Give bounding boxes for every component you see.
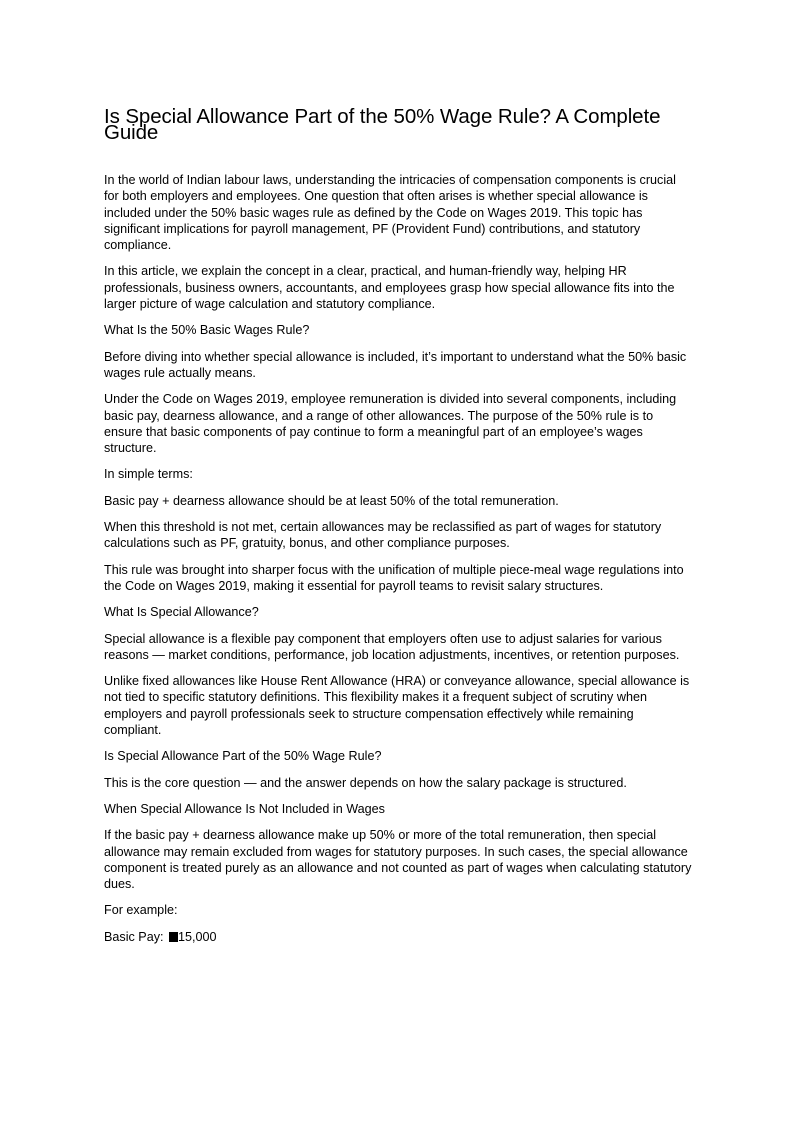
special-allowance-definition-paragraph: Special allowance is a flexible pay component that employers often use to adjust salaries for various reasons — market conditions, performance, job location adjustments, incentives, or retention purposes. bbox=[104, 631, 680, 662]
article-overview-paragraph: In this article, we explain the concept in a clear, practical, and human-friendly way, helping HR professionals, business owners, accountants, and employees grasp how special allowance fits into the larger picture of wage calculation and statutory compliance. bbox=[104, 264, 675, 312]
example-basic-pay-amount: 15,000 bbox=[178, 929, 217, 944]
section-heading-special-allowance: What Is Special Allowance? bbox=[104, 605, 259, 620]
threshold-paragraph: When this threshold is not met, certain allowances may be reclassified as part of wages for statutory calculations such as PF, gratuity, bonus, and other compliance purposes. bbox=[104, 520, 662, 551]
section-heading-50-percent-rule: What Is the 50% Basic Wages Rule? bbox=[104, 323, 310, 338]
unification-paragraph: This rule was brought into sharper focus with the unification of multiple piece-meal wage regulations into the Code on Wages 2019, making it essential for payroll teams to revisit salary structures. bbox=[104, 562, 684, 593]
rule-intro-paragraph: Before diving into whether special allowance is included, it’s important to understand what the 50% basic wages rule actually means. bbox=[104, 349, 687, 380]
not-included-paragraph: If the basic pay + dearness allowance make up 50% or more of the total remuneration, then special allowance may remain excluded from wages for statutory purposes. In such cases, the special allowance component is treated purely as an allowance and not counted as part of wages when calculating statutory dues. bbox=[104, 828, 692, 892]
simple-terms-line: In simple terms: bbox=[104, 467, 193, 482]
example-basic-pay-label: Basic Pay: bbox=[104, 929, 164, 944]
intro-paragraph: In the world of Indian labour laws, understanding the intricacies of compensation components is crucial for both employers and employees. One question that often arises is whether special allowance is included under the 50% basic wages rule as defined by the Code on Wages 2019. This topic has significant implications for payroll management, PF (Provident Fund) contributions, and statutory compliance. bbox=[104, 173, 676, 253]
section-heading-not-included: When Special Allowance Is Not Included in Wages bbox=[104, 801, 385, 816]
document-title: Is Special Allowance Part of the 50% Wage Rule? A Complete Guide bbox=[104, 105, 661, 144]
example-basic-pay-line bbox=[104, 929, 694, 945]
fixed-allowances-paragraph: Unlike fixed allowances like House Rent Allowance (HRA) or conveyance allowance, special allowance is not tied to specific statutory definitions. This flexibility makes it a frequent subject of scrutiny when employers and payroll professionals seek to structure compensation effectively while remaining compliant. bbox=[104, 674, 690, 738]
section-heading-core-question: Is Special Allowance Part of the 50% Wage Rule? bbox=[104, 749, 382, 764]
core-question-paragraph: This is the core question — and the answer depends on how the salary package is structured. bbox=[104, 775, 627, 790]
rule-statement-line: Basic pay + dearness allowance should be at least 50% of the total remuneration. bbox=[104, 493, 559, 508]
for-example-line: For example: bbox=[104, 903, 178, 918]
code-on-wages-paragraph: Under the Code on Wages 2019, employee remuneration is divided into several components, including basic pay, dearness allowance, and a range of other allowances. The purpose of the 50% rule is to ensure that basic components of pay continue to form a meaningful part of an employee’s wages structure. bbox=[104, 392, 677, 456]
document-page bbox=[104, 106, 694, 955]
missing-glyph-icon bbox=[169, 932, 178, 942]
